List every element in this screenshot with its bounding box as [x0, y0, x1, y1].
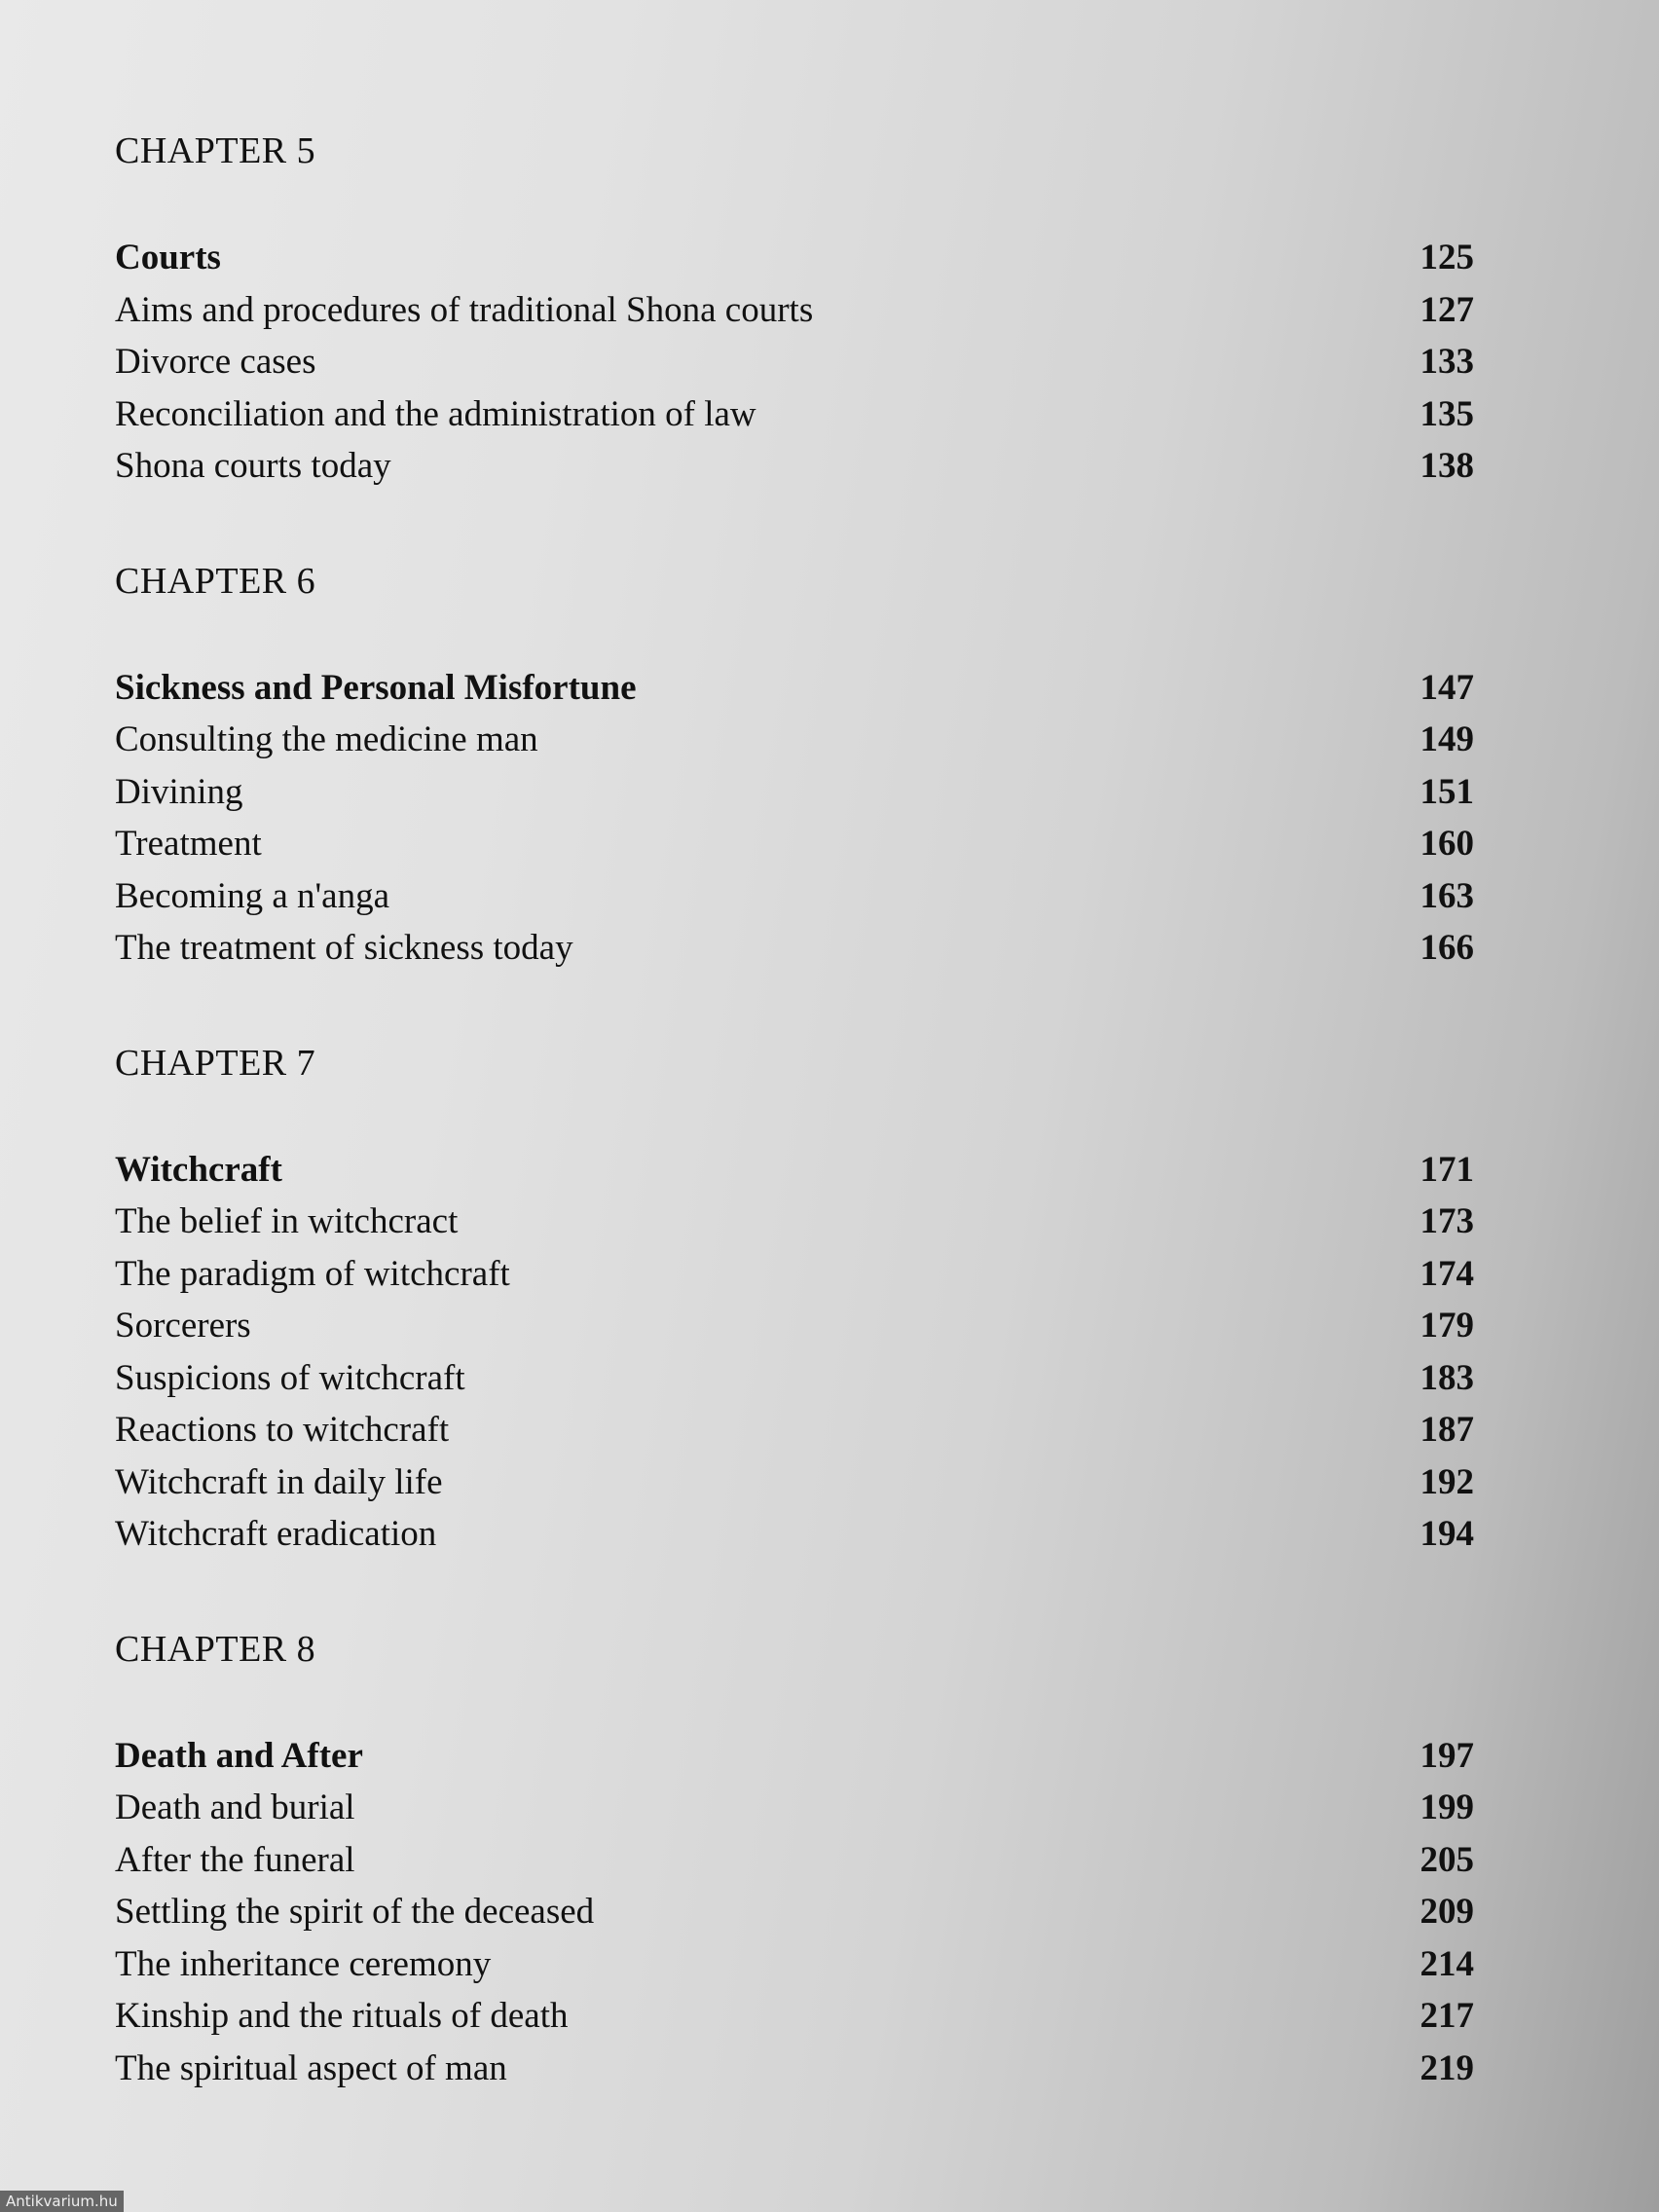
- entry-title: Sickness and Personal Misfortune: [115, 667, 637, 708]
- chapter-heading: CHAPTER 6: [115, 560, 316, 602]
- toc-entry: [115, 662, 1474, 715]
- chapter-8-section: [115, 1625, 1474, 2095]
- entry-title: Divorce cases: [115, 342, 316, 382]
- toc-entry: [115, 1300, 1474, 1352]
- entry-page-number: 147: [1419, 667, 1474, 708]
- entry-page-number: 192: [1419, 1461, 1474, 1502]
- entry-page-number: 166: [1419, 928, 1474, 968]
- entry-title: Suspicions of witchcraft: [115, 1357, 465, 1398]
- toc-entry: [115, 1144, 1474, 1197]
- entry-page-number: 214: [1419, 1943, 1474, 1984]
- entry-title: Death and burial: [115, 1788, 355, 1827]
- entry-page-number: 183: [1419, 1357, 1474, 1398]
- entry-page-number: 160: [1419, 824, 1474, 864]
- entry-title: Settling the spirit of the deceased: [115, 1892, 595, 1932]
- entry-title: Consulting the medicine man: [115, 719, 538, 759]
- toc-entry: [115, 870, 1474, 923]
- entry-page-number: 135: [1419, 393, 1474, 434]
- toc-entry: [115, 284, 1474, 337]
- toc-entry: [115, 1886, 1474, 1938]
- toc-entry: [115, 1938, 1474, 1991]
- entry-page-number: 187: [1419, 1410, 1474, 1450]
- toc-entry: [115, 1834, 1474, 1887]
- entry-page-number: 205: [1419, 1839, 1474, 1880]
- entry-page-number: 174: [1419, 1253, 1474, 1294]
- entry-page-number: 163: [1419, 875, 1474, 916]
- entry-title: Becoming a n'anga: [115, 875, 390, 916]
- toc-entry: [115, 818, 1474, 870]
- entry-title: Reconciliation and the administration of law: [115, 393, 756, 434]
- entry-page-number: 125: [1419, 238, 1474, 277]
- entry-title: Kinship and the rituals of death: [115, 1996, 569, 2036]
- toc-entry: [115, 1508, 1474, 1561]
- chapter-5-section: [115, 127, 1474, 493]
- entry-page-number: 179: [1419, 1306, 1474, 1346]
- entry-page-number: 197: [1419, 1735, 1474, 1776]
- entry-page-number: 171: [1419, 1149, 1474, 1190]
- entry-title: After the funeral: [115, 1839, 355, 1880]
- toc-entry: [115, 1990, 1474, 2043]
- entry-page-number: 209: [1419, 1892, 1474, 1932]
- toc-entry: [115, 1404, 1474, 1456]
- entry-page-number: 173: [1419, 1201, 1474, 1241]
- entry-title: Witchcraft: [115, 1149, 282, 1190]
- entry-title: The belief in witchcract: [115, 1201, 459, 1241]
- entry-title: Reactions to witchcraft: [115, 1410, 450, 1450]
- entry-title: The paradigm of witchcraft: [115, 1253, 510, 1294]
- toc-entry: [115, 1248, 1474, 1301]
- watermark-label: Antikvarium.hu: [0, 2191, 124, 2212]
- entry-title: Witchcraft eradication: [115, 1514, 437, 1554]
- toc-entry: [115, 388, 1474, 441]
- chapter-6-section: [115, 557, 1474, 975]
- entry-title: The spiritual aspect of man: [115, 2047, 507, 2088]
- entry-title: Witchcraft in daily life: [115, 1461, 443, 1502]
- entry-title: Treatment: [115, 824, 262, 864]
- entry-page-number: 219: [1419, 2047, 1474, 2088]
- entry-title: The inheritance ceremony: [115, 1943, 492, 1984]
- entry-page-number: 149: [1419, 719, 1474, 759]
- table-of-contents: [115, 127, 1474, 2158]
- entry-page-number: 127: [1419, 289, 1474, 330]
- entry-page-number: 151: [1419, 771, 1474, 812]
- entry-title: Courts: [115, 238, 221, 277]
- chapter-heading: CHAPTER 5: [115, 130, 316, 171]
- toc-entry: [115, 1456, 1474, 1509]
- chapter-heading: CHAPTER 8: [115, 1628, 316, 1670]
- entry-page-number: 199: [1419, 1788, 1474, 1827]
- entry-title: Death and After: [115, 1735, 363, 1776]
- toc-entry: [115, 1730, 1474, 1783]
- toc-entry: [115, 922, 1474, 975]
- toc-entry: [115, 232, 1474, 284]
- entry-title: Aims and procedures of traditional Shona courts: [115, 289, 814, 330]
- toc-entry: [115, 1782, 1474, 1834]
- toc-entry: [115, 336, 1474, 388]
- toc-entry: [115, 1352, 1474, 1405]
- toc-entry: [115, 714, 1474, 766]
- entry-title: Sorcerers: [115, 1306, 251, 1346]
- toc-entry: [115, 440, 1474, 493]
- chapter-heading: CHAPTER 7: [115, 1042, 316, 1084]
- entry-title: Shona courts today: [115, 446, 391, 486]
- entry-page-number: 133: [1419, 342, 1474, 382]
- entry-page-number: 194: [1419, 1514, 1474, 1554]
- chapter-7-section: [115, 1039, 1474, 1561]
- toc-entry: [115, 766, 1474, 819]
- entry-page-number: 217: [1419, 1996, 1474, 2036]
- entry-page-number: 138: [1419, 446, 1474, 486]
- toc-entry: [115, 2043, 1474, 2095]
- toc-entry: [115, 1196, 1474, 1248]
- entry-title: The treatment of sickness today: [115, 928, 573, 968]
- entry-title: Divining: [115, 771, 243, 812]
